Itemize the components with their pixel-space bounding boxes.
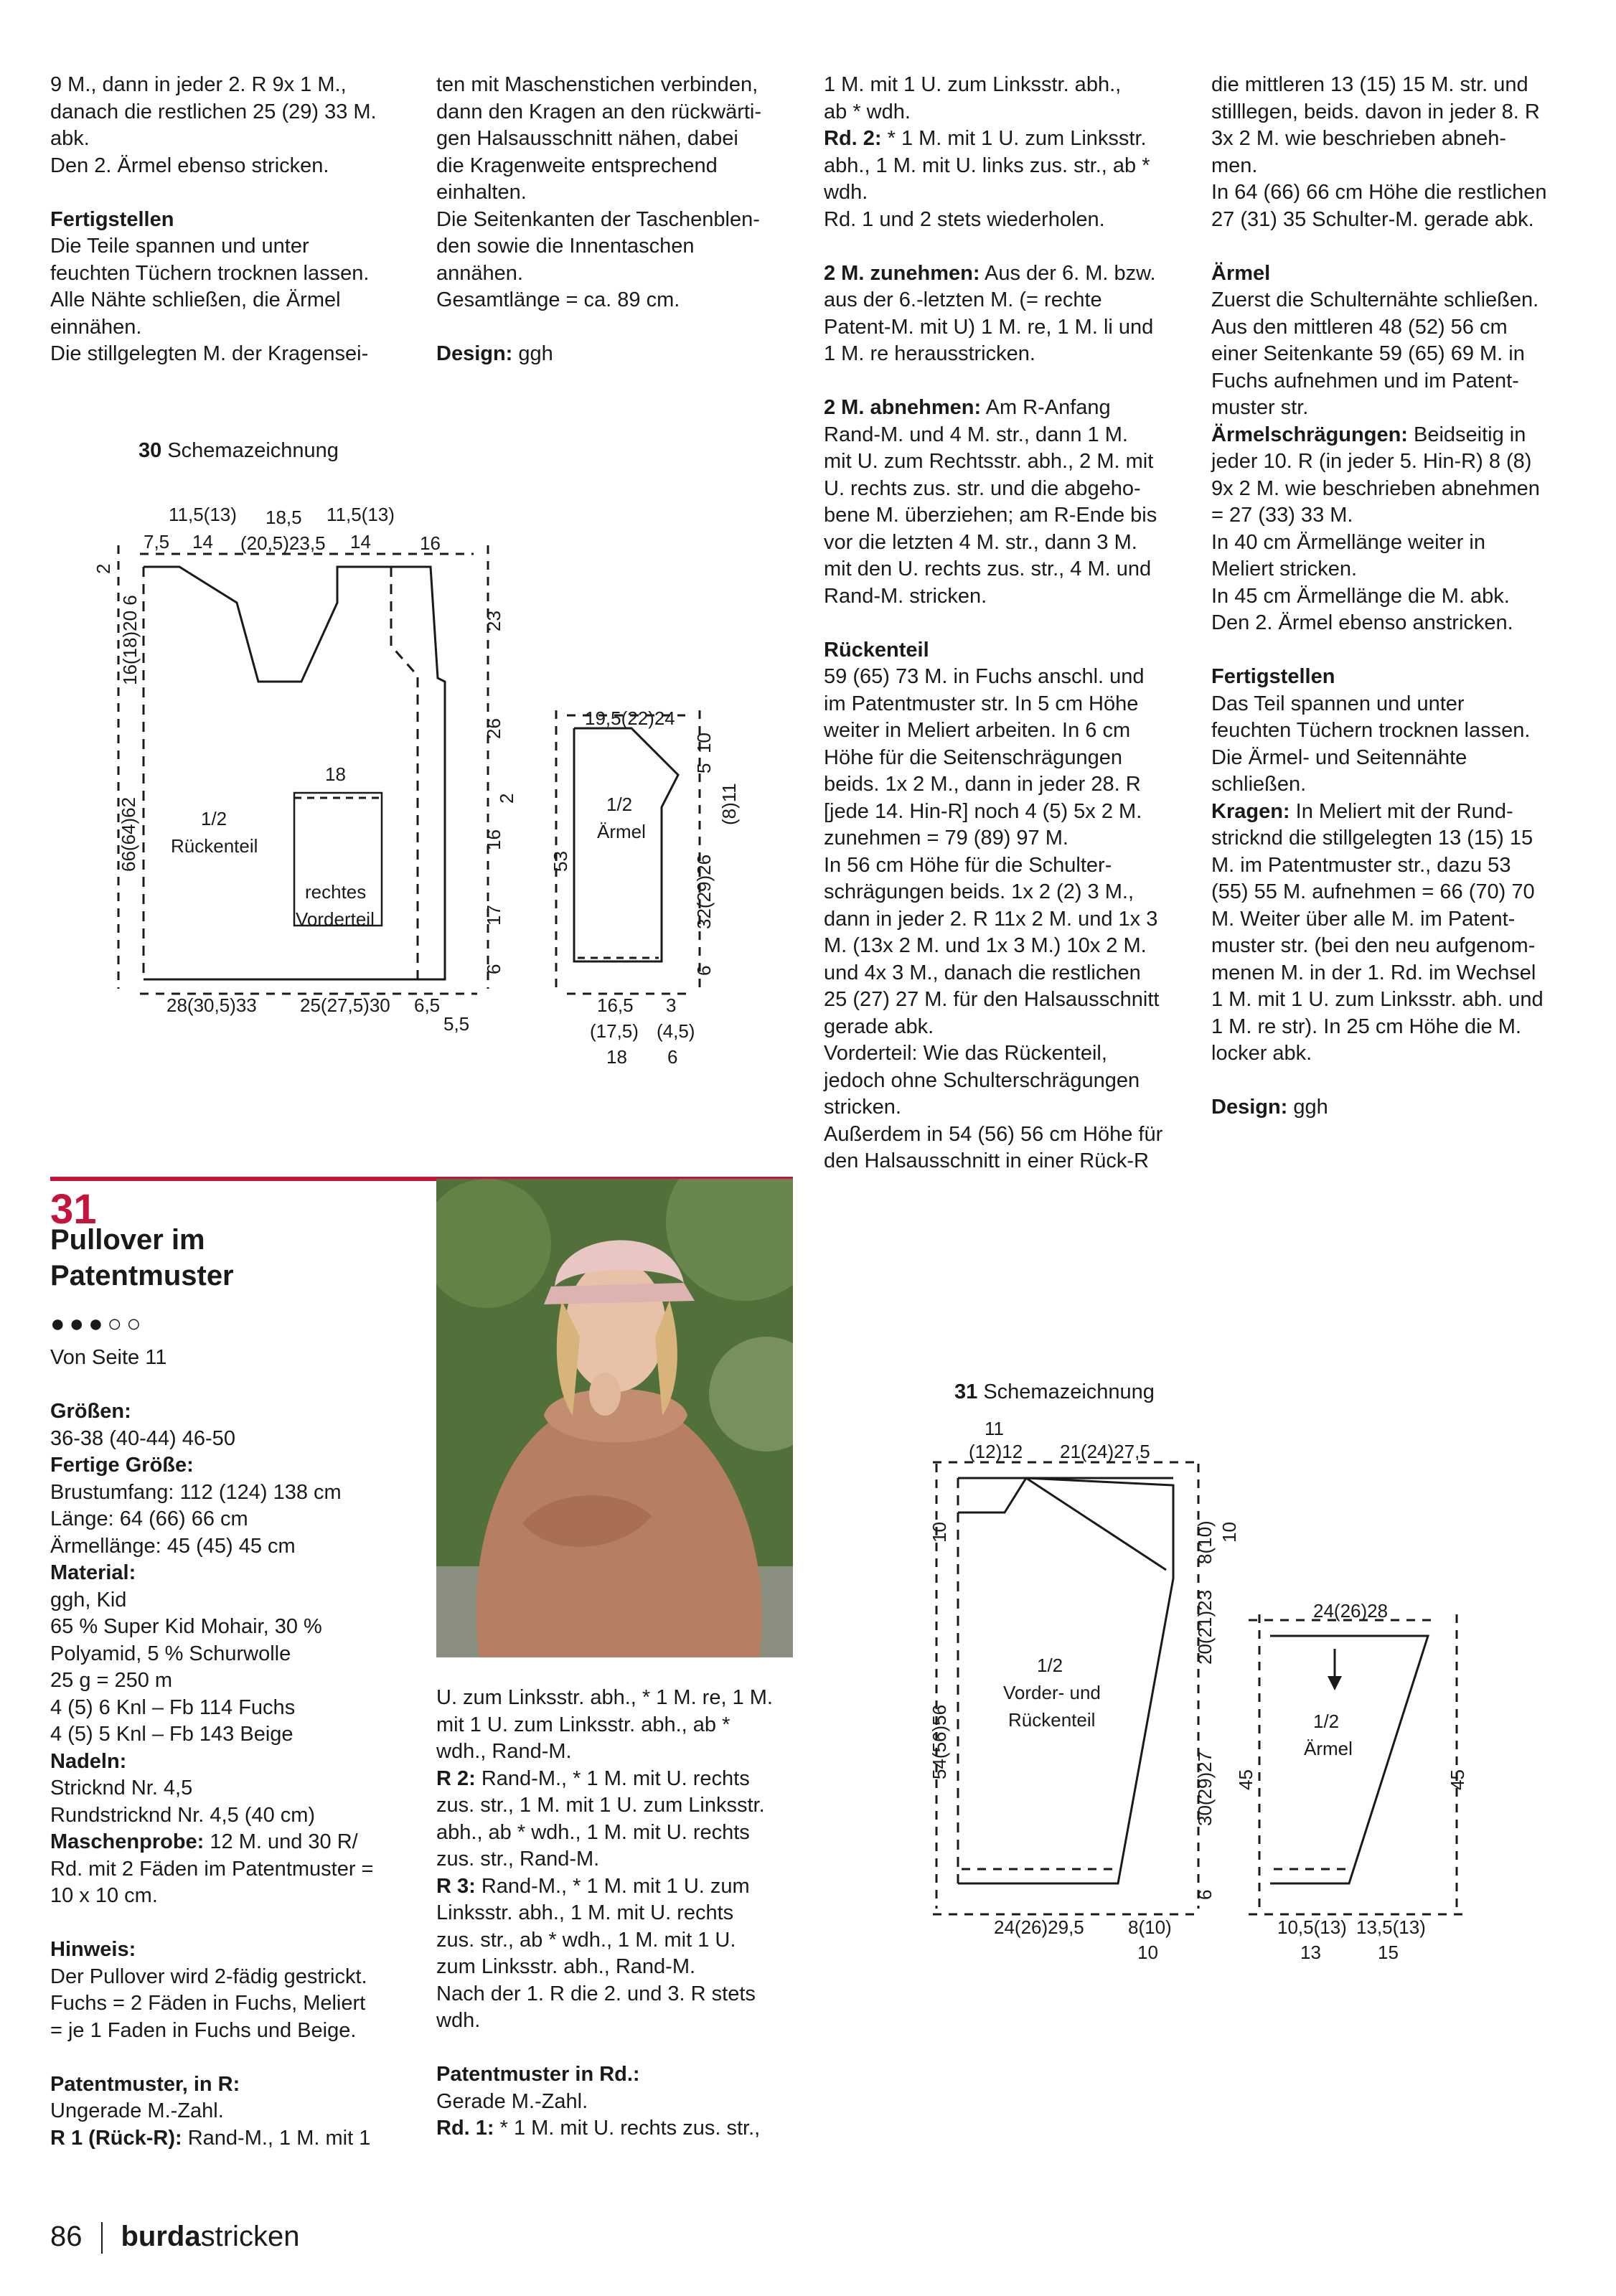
page-number: 86 [50, 2221, 83, 2252]
s31-label: 10 [1137, 1942, 1158, 1963]
bold-label: Rückenteil [824, 638, 929, 662]
s31-label: 10,5(13) [1277, 1916, 1347, 1938]
text-line: Das Teil spannen und unter [1211, 692, 1465, 715]
text-line: einhalten. [436, 181, 527, 204]
s31-label: Vorder- und [1003, 1682, 1101, 1703]
bold-label: Nadeln: [50, 1749, 127, 1773]
bold-label: Design: [1211, 1096, 1288, 1119]
line-text: Rand-M., * 1 M. mit U. rechts [475, 1766, 750, 1790]
s31-sleeve-outline [1270, 1636, 1428, 1883]
s30-label: 16 [483, 829, 504, 850]
text-line: feuchten Tüchern trocknen lassen. [50, 261, 370, 285]
s31-label: 24(26)28 [1313, 1600, 1389, 1622]
text-line: Ärmellänge: 45 (45) 45 cm [50, 1534, 296, 1558]
s30-label: 66(64)62 [118, 796, 139, 872]
s30-label: 1/2 [606, 794, 633, 815]
dot-filled-icon: ● [50, 1310, 70, 1337]
text-line: stilllegen, beids. davon in jeder 8. R [1211, 100, 1540, 123]
text-line: und 4x 3 M., danach die restlichen [824, 961, 1141, 984]
s30-label: Rückenteil [171, 835, 258, 857]
text-line: Den 2. Ärmel ebenso anstricken. [1211, 611, 1513, 634]
page-footer [50, 2221, 299, 2254]
text-line: Polyamid, 5 % Schurwolle [50, 1642, 291, 1665]
text-line: Die stillgelegten M. der Kragensei- [50, 342, 369, 365]
s30-label: 16,5 [597, 994, 634, 1016]
s30-label: 16 [420, 532, 441, 554]
text-line: die mittleren 13 (15) 15 M. str. und [1211, 73, 1528, 96]
text-line: = 27 (33) 33 M. [1211, 504, 1353, 527]
text-line: In 56 cm Höhe für die Schulter- [824, 853, 1112, 877]
line-text: ggh [512, 342, 553, 365]
s31-label: 6 [1194, 1889, 1216, 1900]
bold-label: Patentmuster in Rd.: [436, 2063, 640, 2086]
text-line: Den 2. Ärmel ebenso stricken. [50, 154, 329, 177]
bold-label: Ärmelschrägungen: [1211, 423, 1408, 446]
text-line: mit U. zum Rechtsstr. abh., 2 M. mit [824, 450, 1154, 473]
s30-label: 19,5(22)24 [585, 707, 675, 729]
s30-label: 11,5(13) [169, 504, 237, 525]
text-line: 4 (5) 6 Knl – Fb 114 Fuchs [50, 1695, 296, 1719]
text-line: feuchten Tüchern trocknen lassen. [1211, 719, 1531, 742]
bold-label: R 2: [436, 1766, 476, 1790]
s30-front-edge-dashed [391, 567, 418, 979]
line-text: Aus der 6. M. bzw. [980, 261, 1156, 285]
text-line: ggh, Kid [50, 1588, 127, 1612]
text-line: bene M. überziehen; am R-Ende bis [824, 504, 1157, 527]
bold-label: Kragen: [1211, 799, 1290, 823]
line-text: In Meliert mit der Rund- [1289, 799, 1513, 823]
text-line: Ungerade M.-Zahl. [50, 2099, 224, 2122]
bold-label: R 3: [436, 1874, 476, 1898]
s30-label: 11,5(13) [327, 504, 395, 525]
text-line: gerade abk. [824, 1015, 934, 1038]
text-line: Linksstr. abh., 1 M. mit U. rechts [436, 1901, 734, 1924]
text-line: zus. str., Rand-M. [436, 1848, 600, 1871]
s31-label: Rückenteil [1008, 1709, 1096, 1731]
text-line: Die Seitenkanten der Taschenblen- [436, 207, 760, 231]
s30-label: (17,5) [590, 1020, 639, 1042]
product-photo [436, 1179, 793, 1657]
text-line: muster str. (bei den neu aufgenom- [1211, 934, 1536, 957]
text-line: (55) 55 M. aufnehmen = 66 (70) 70 [1211, 880, 1535, 903]
s31-label: 15 [1378, 1942, 1399, 1963]
text-line: Rundstricknd Nr. 4,5 (40 cm) [50, 1803, 316, 1827]
text-line: abk. [50, 127, 90, 150]
s31-label: 10 [929, 1522, 950, 1543]
s31-neck-diagonal [1026, 1478, 1166, 1570]
text-line: Vorderteil: Wie das Rückenteil, [824, 1042, 1107, 1065]
s31-label: 13 [1300, 1942, 1321, 1963]
text-line: Höhe für die Seitenschrägungen [824, 745, 1122, 769]
text-line: schließen. [1211, 773, 1307, 796]
s30-label: 53 [550, 851, 571, 872]
text-line: Gesamtlänge = ca. 89 cm. [436, 288, 680, 311]
s30-label: 6,5 [414, 994, 441, 1016]
s31-label: 10 [1218, 1522, 1240, 1543]
dot-filled-icon: ● [69, 1310, 89, 1337]
line-text: * 1 M. mit U. rechts zus. str., [494, 2117, 761, 2140]
s31-label: 8(10) [1194, 1520, 1216, 1564]
text-line: men. [1211, 154, 1258, 177]
text-line: schrägungen beids. 1x 2 (2) 3 M., [824, 880, 1135, 903]
bold-label: 2 M. zunehmen: [824, 261, 980, 285]
dot-empty-icon: ○ [126, 1310, 146, 1337]
s30-label: 2 [93, 563, 114, 574]
text-line: Außerdem in 54 (56) 56 cm Höhe für [824, 1122, 1163, 1146]
text-line: jeder 10. R (in jeder 5. Hin-R) 8 (8) [1211, 450, 1532, 473]
text-line: M. (13x 2 M. und 1x 3 M.) 10x 2 M. [824, 934, 1147, 957]
text-line: mit den U. rechts zus. str., 4 M. und [824, 557, 1152, 580]
title-line-1: Pullover im [50, 1224, 205, 1256]
text-line: zus. str., ab * wdh., 1 M. mit 1 U. [436, 1928, 736, 1952]
text-line: locker abk. [1211, 1042, 1312, 1065]
schema-30-number: 30 [138, 439, 162, 462]
s30-label: (8)11 [718, 783, 740, 825]
s30-label: (20,5)23,5 [240, 532, 326, 554]
s30-label: 32(29)26 [693, 854, 715, 929]
s30-label: 14 [192, 531, 213, 552]
text-line: Brustumfang: 112 (124) 138 cm [50, 1480, 342, 1504]
text-line: einnähen. [50, 315, 142, 339]
s30-label: 6 [483, 964, 504, 974]
text-line: Gerade M.-Zahl. [436, 2089, 588, 2113]
brand-rest: stricken [200, 2221, 300, 2252]
bold-label: Ärmel [1211, 261, 1271, 285]
s30-sleeve-outline [574, 728, 678, 961]
s31-label: 45 [1235, 1769, 1256, 1790]
text-line: 59 (65) 73 M. in Fuchs anschl. und [824, 665, 1145, 688]
s31-label: 24(26)29,5 [994, 1916, 1084, 1938]
s31-label: (12)12 [969, 1441, 1023, 1462]
section-31-number: 31 [50, 1186, 97, 1233]
text-line: abh., 1 M. mit U. links zus. str., ab * [824, 154, 1150, 177]
text-line: 27 (31) 35 Schulter-M. gerade abk. [1211, 207, 1534, 231]
text-line: den sowie die Innentaschen [436, 235, 695, 258]
text-line: 1 M. re herausstricken. [824, 342, 1035, 365]
text-line: dann in jeder 2. R 11x 2 M. und 1x 3 [824, 907, 1158, 931]
s31-label: 13,5(13) [1356, 1916, 1426, 1938]
text-line: 65 % Super Kid Mohair, 30 % [50, 1615, 322, 1638]
difficulty-rating [50, 1310, 146, 1338]
text-line: Die Ärmel- und Seitennähte [1211, 745, 1467, 769]
s30-label: 6 [693, 965, 715, 976]
s30-label: 18 [325, 763, 346, 785]
text-line: M. im Patentmuster str., dazu 53 [1211, 853, 1511, 877]
schema-31-number: 31 [954, 1380, 978, 1403]
s30-label: 3 [666, 994, 677, 1016]
text-line: zunehmen = 79 (89) 97 M. [824, 827, 1068, 850]
text-line: M. Weiter über alle M. im Patent- [1211, 907, 1516, 931]
s30-label: 16(18)20 6 [119, 595, 141, 685]
text-line: vor die letzten 4 M. str., dann 3 M. [824, 530, 1137, 554]
text-line: Nach der 1. R die 2. und 3. R stets [436, 1982, 756, 2005]
line-text: Rand-M., * 1 M. mit 1 U. zum [475, 1874, 750, 1898]
text-line: = je 1 Faden in Fuchs und Beige. [50, 2018, 357, 2042]
s31-body-outline [958, 1478, 1173, 1883]
text-line: Rd. mit 2 Fäden im Patentmuster = [50, 1857, 374, 1881]
s31-label: 45 [1447, 1769, 1468, 1790]
s30-label: 18,5 [266, 507, 302, 528]
text-line: [jede 14. Hin-R] noch 4 (5) 5x 2 M. [824, 799, 1142, 823]
bold-label: Hinweis: [50, 1938, 136, 1961]
text-line: ab * wdh. [824, 100, 911, 123]
s30-label: 1/2 [201, 808, 227, 829]
text-line: annähen. [436, 261, 523, 285]
text-line: aus der 6.-letzten M. (= rechte [824, 288, 1102, 311]
text-line: Rd. 1 und 2 stets wiederholen. [824, 207, 1105, 231]
text-line: 9 M., dann in jeder 2. R 9x 1 M., [50, 73, 347, 96]
s30-label: 23 [483, 611, 504, 631]
s30-pocket [294, 793, 382, 926]
s30-label: 17 [483, 905, 504, 926]
text-line: beids. 1x 2 M., dann in jeder 28. R [824, 773, 1141, 796]
text-line: 25 g = 250 m [50, 1669, 173, 1692]
s31-label: 30(29)27 [1194, 1751, 1216, 1826]
s31-label: 8(10) [1128, 1916, 1172, 1938]
s30-label: 6 [667, 1046, 678, 1068]
s30-label: Ärmel [597, 821, 646, 842]
photo-illustration [436, 1179, 793, 1657]
text-line: Meliert stricken. [1211, 557, 1358, 580]
s31-label: Ärmel [1304, 1738, 1353, 1759]
text-line: U. zum Linksstr. abh., * 1 M. re, 1 M. [436, 1686, 773, 1709]
text-line: einer Seitenkante 59 (65) 69 M. in [1211, 342, 1525, 365]
bold-label: Maschenprobe: [50, 1830, 205, 1853]
bold-label: Rd. 1: [436, 2117, 494, 2140]
text-line: 1 M. mit 1 U. zum Linksstr. abh. und [1211, 988, 1544, 1011]
text-line: stricknd die stillgelegten 13 (15) 15 [1211, 827, 1533, 850]
text-line: Rand-M. und 4 M. str., dann 1 M. [824, 423, 1128, 446]
text-line: 10 x 10 cm. [50, 1884, 158, 1907]
text-line: Die Teile spannen und unter [50, 235, 309, 258]
text-line: weiter in Meliert arbeiten. In 6 cm [824, 719, 1131, 742]
text-line: abh., ab * wdh., 1 M. mit U. rechts [436, 1820, 750, 1844]
text-line: wdh. [436, 2009, 481, 2032]
text-line: jedoch ohne Schulterschrägungen [824, 1068, 1140, 1092]
text-line: Von Seite 11 [50, 1346, 167, 1369]
text-line: die Kragenweite entsprechend [436, 154, 718, 177]
text-line: muster str. [1211, 396, 1309, 419]
text-line: Länge: 64 (66) 66 cm [50, 1507, 248, 1530]
dot-empty-icon: ○ [107, 1310, 127, 1337]
s30-label: 14 [350, 531, 371, 552]
s30-label: 5,5 [443, 1013, 470, 1035]
s31-label: 1/2 [1313, 1711, 1340, 1732]
text-line: 3x 2 M. wie beschrieben abneh- [1211, 127, 1507, 150]
line-text: 12 M. und 30 R/ [204, 1830, 358, 1853]
text-line: 1 M. re str). In 25 cm Höhe die M. [1211, 1015, 1521, 1038]
s31-label: 1/2 [1037, 1655, 1063, 1676]
text-line: 4 (5) 5 Knl – Fb 143 Beige [50, 1723, 293, 1746]
text-line: Alle Nähte schließen, die Ärmel [50, 288, 341, 311]
text-line: Der Pullover wird 2-fädig gestrickt. [50, 1965, 367, 1988]
dot-filled-icon: ● [88, 1310, 108, 1337]
text-line: Rand-M. stricken. [824, 584, 987, 608]
bold-label: Material: [50, 1561, 136, 1584]
text-line: 36-38 (40-44) 46-50 [50, 1426, 235, 1450]
s30-label: 28(30,5)33 [166, 994, 257, 1016]
line-text: Rand-M., 1 M. mit 1 [182, 2126, 371, 2150]
bold-label: Größen: [50, 1400, 131, 1423]
bold-label: Patentmuster, in R: [50, 2072, 240, 2096]
text-line: In 64 (66) 66 cm Höhe die restlichen [1211, 181, 1547, 204]
s30-label: 10 [693, 733, 715, 753]
text-line: im Patentmuster str. In 5 cm Höhe [824, 692, 1139, 715]
bold-label: R 1 (Rück-R): [50, 2126, 182, 2150]
text-line: wdh., Rand-M. [436, 1740, 572, 1763]
bold-label: Fertigstellen [50, 207, 174, 231]
text-line: mit 1 U. zum Linksstr. abh., ab * [436, 1713, 731, 1736]
line-text: ggh [1287, 1096, 1328, 1119]
text-line: Fuchs = 2 Fäden in Fuchs, Meliert [50, 1992, 366, 2015]
bold-label: Design: [436, 342, 513, 365]
bold-label: Rd. 2: [824, 127, 882, 150]
s31-label: 21(24)27,5 [1060, 1441, 1150, 1462]
text-line: In 45 cm Ärmellänge die M. abk. [1211, 584, 1510, 608]
text-line: In 40 cm Ärmellänge weiter in [1211, 530, 1485, 554]
s31-label: 11 [985, 1418, 1004, 1439]
bold-label: Fertige Größe: [50, 1454, 194, 1477]
title-line-2: Patentmuster [50, 1260, 234, 1292]
text-line: 25 (27) 27 M. für den Halsausschnitt [824, 988, 1160, 1011]
text-line: dann den Kragen an den rückwärti- [436, 100, 762, 123]
line-text: * 1 M. mit 1 U. zum Linksstr. [881, 127, 1147, 150]
bold-label: 2 M. abnehmen: [824, 396, 982, 419]
text-line: Aus den mittleren 48 (52) 56 cm [1211, 315, 1508, 339]
s30-label: Vorderteil [296, 908, 375, 930]
text-line: ten mit Maschenstichen verbinden, [436, 73, 758, 96]
text-line: den Halsausschnitt in einer Rück-R [824, 1149, 1149, 1172]
bold-label: Fertigstellen [1211, 665, 1335, 688]
text-line: U. rechts zus. str. und die abgeho- [824, 476, 1141, 500]
text-line: Fuchs aufnehmen und im Patent- [1211, 369, 1519, 392]
s31-label: 54(56)56 [929, 1704, 950, 1779]
schema-31-text: Schemazeichnung [983, 1380, 1155, 1403]
s30-label: 25(27,5)30 [300, 994, 390, 1016]
schema-30-text: Schemazeichnung [167, 439, 339, 462]
text-line: Zuerst die Schulternähte schließen. [1211, 288, 1539, 311]
text-line: gen Halsausschnitt nähen, dabei [436, 127, 738, 150]
s30-label: 7,5 [144, 531, 170, 552]
brand-bold: burda [121, 2221, 201, 2252]
text-line: menen M. in der 1. Rd. im Wechsel [1211, 961, 1536, 984]
s30-label: 26 [483, 718, 504, 739]
s30-label: 5 [693, 763, 715, 773]
text-line: Patent-M. mit U) 1 M. re, 1 M. li und [824, 315, 1154, 339]
text-line: danach die restlichen 25 (29) 33 M. [50, 100, 377, 123]
text-line: zus. str., 1 M. mit 1 U. zum Linksstr. [436, 1794, 765, 1817]
text-line: 1 M. mit 1 U. zum Linksstr. abh., [824, 73, 1122, 96]
s30-label: rechtes [305, 881, 367, 903]
text-line: stricken. [824, 1096, 901, 1119]
text-line: wdh. [824, 181, 868, 204]
text-line: 9x 2 M. wie beschrieben abnehmen [1211, 476, 1540, 500]
s31-arrow-head-icon [1328, 1676, 1342, 1690]
section-31-title [50, 1222, 234, 1294]
text-line: zum Linksstr. abh., Rand-M. [436, 1955, 696, 1978]
text-line: Stricknd Nr. 4,5 [50, 1777, 193, 1799]
line-text: Beidseitig in [1407, 423, 1526, 446]
s31-label: 20(21)23 [1194, 1589, 1216, 1665]
footer-divider [101, 2222, 103, 2254]
s30-label: (4,5) [657, 1020, 695, 1042]
line-text: Am R-Anfang [981, 396, 1111, 419]
s30-label: 18 [606, 1046, 627, 1068]
s30-label: 2 [496, 793, 517, 804]
